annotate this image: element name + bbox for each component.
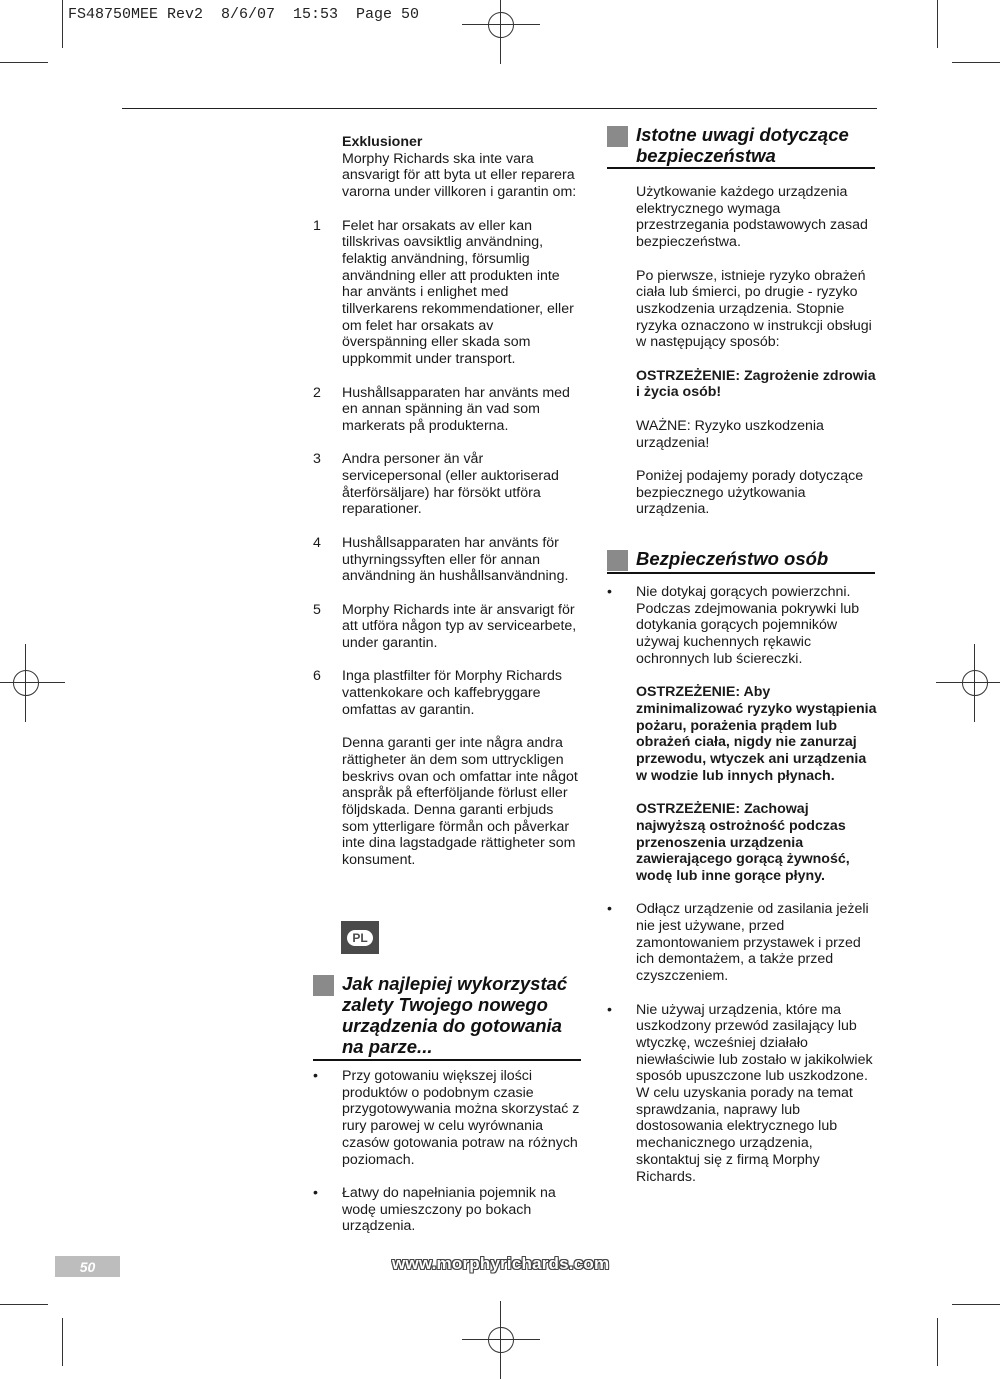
list-item: 4 Hushållsapparaten har använts för uthyrningssyften eller för annan användning än hushållsanvändning.: [313, 534, 569, 585]
important-text: WAŻNE: Ryzyko uszkodzenia urządzenia!: [636, 417, 824, 451]
left-bullets: [313, 1068, 581, 1235]
heading-square-icon: [313, 975, 334, 996]
list-item: 6 Inga plastfilter för Morphy Richards vattenkokare och kaffebryggare omfattas av garantin.: [313, 668, 562, 718]
language-badge: PL: [341, 921, 379, 954]
guarantee-note: Denna garanti ger inte några andra rättigheter än dem som uttryckligen beskrivs ovan och omfattar inte något anspråk på efterföljande förlust eller följdskada. Denna garanti erbjuds som ytterligare förmån och påverkar inte dina lagstadgade rättigheter som konsument.: [342, 735, 578, 869]
crop-mark: [0, 62, 48, 63]
top-rule: [122, 108, 877, 109]
list-item: 3 Andra personer än vår servicepersonal (eller auktoriserad återförsäljare) har försökt utföra reparationer.: [313, 451, 559, 518]
crop-mark: [0, 1304, 48, 1305]
list-item: • Przy gotowaniu większej ilości produktów o podobnym czasie przygotowywania można skorzystać z rury parowej w celu wyrównania czasów gotowania potraw na różnych poziomach.: [313, 1068, 580, 1168]
crop-mark: [62, 0, 63, 48]
warning-text: OSTRZEŻENIE: Zachowaj najwyższą ostrożność podczas przenoszenia urządzenia zawierającego gorącą żywność, wodę lub inne gorące płyny.: [636, 801, 850, 884]
list-item: 5 Morphy Richards inte är ansvarigt för att utföra någon typ av servicearbete, under garantin.: [313, 601, 577, 652]
exclusions-title: Exklusioner: [342, 134, 423, 150]
heading-square-icon: [607, 550, 628, 571]
heading-square-icon: [607, 126, 628, 147]
list-item: 1 Felet har orsakats av eller kan tillskrivas oavsiktlig användning, felaktig användning, försumlig användning eller att produkten inte har använts i enlighet med tillverkarens rekommendationer, eller om felet har orsakats av överspänning eller skada som uppkommit under transport.: [313, 217, 574, 368]
warning-text: OSTRZEŻENIE: Zagrożenie zdrowia i życia osób!: [636, 367, 876, 401]
list-item: • Łatwy do napełniania pojemnik na wodę umieszczony po bokach urządzenia.: [313, 1184, 556, 1235]
safety-paragraph: Poniżej podajemy porady dotyczące bezpiecznego użytkowania urządzenia.: [636, 467, 864, 518]
list-item: • Odłącz urządzenie od zasilania jeżeli nie jest używane, przed zamontowaniem przystawek i przed ich demontażem, a także przed czyszczeniem.: [607, 901, 869, 985]
left-column: [313, 134, 581, 869]
safety-paragraph: Po pierwsze, istnieje ryzyko obrażeń ciała lub śmierci, po drugie - ryzyko uszkodzenia urządzenia. Stopnie ryzyka oznaczono w instrukcji obsługi w następujący sposób:: [636, 267, 872, 351]
right-bullets: [607, 584, 877, 1185]
exclusions-intro: Morphy Richards ska inte vara ansvarigt för att byta ut eller reparera varorna under villkoren i garantin om:: [342, 150, 577, 201]
list-item: • Nie używaj urządzenia, które ma uszkodzony przewód zasilający lub wtyczkę, wcześniej działało niewłaściwie lub zostało w jakikolwiek sposób upuszczone lub uszkodzone. W celu uzyskania porady na temat sprawdzania, naprawy lub dostosowania elektrycznego lub mechanicznego urządzenia, skontaktuj się z firmą Morphy Richards.: [607, 1001, 873, 1185]
warning-text: OSTRZEŻENIE: Aby zminimalizować ryzyko wystąpienia pożaru, porażenia prądem lub obrażeń ciała, nigdy nie zanurzaj przewodu, wtyczek ani urządzenia w wodzie lub innych płynach.: [636, 684, 877, 784]
crop-mark: [62, 1318, 63, 1366]
crop-mark: [952, 1304, 1000, 1305]
crop-mark: [937, 0, 938, 48]
print-slug: FS48750MEE Rev2 8/6/07 15:53 Page 50: [68, 6, 420, 23]
heading-safety: Istotne uwagi dotyczące bezpieczeństwa: [607, 124, 875, 169]
list-item: • Nie dotykaj gorących powierzchni. Podczas zdejmowania pokrywki lub dotykania gorących pojemników używaj kuchennych rękawic ochronnych lub ściereczki.: [607, 584, 860, 667]
website-url: www.morphyrichards.com: [392, 1254, 610, 1273]
heading-personal-safety: Bezpieczeństwo osób: [607, 548, 875, 574]
right-intro: [636, 184, 876, 518]
page-number: 50: [55, 1256, 120, 1277]
crop-mark: [937, 1318, 938, 1366]
heading-pl-tips: Jak najlepiej wykorzystać zalety Twojego nowego urządzenia do gotowania na parze...: [313, 973, 581, 1061]
crop-mark: [952, 62, 1000, 63]
list-item: 2 Hushållsapparaten har använts med en annan spänning än vad som markerats på produkterna.: [313, 384, 570, 434]
safety-paragraph: Użytkowanie każdego urządzenia elektrycznego wymaga przestrzegania podstawowych zasad bezpieczeństwa.: [636, 184, 868, 251]
